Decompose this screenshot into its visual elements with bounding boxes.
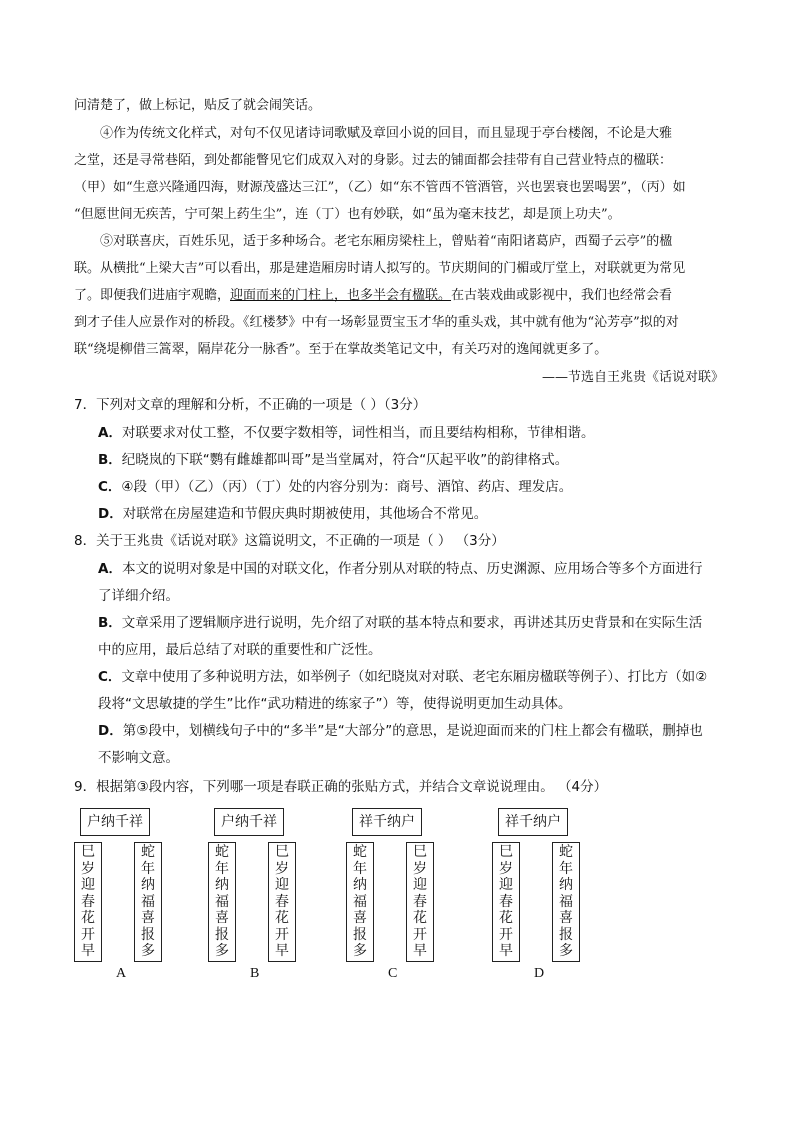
right-scroll: 蛇 年 纳 福 喜 报 多 — [134, 842, 162, 962]
horizontal-banner: 祥千纳户 — [352, 808, 422, 836]
question-8-options — [98, 556, 728, 772]
passage-text: 问清楚了，做上标记，贴反了就会闹笑话。 — [74, 98, 322, 113]
p5-text: 在古装戏曲或影视中，我们也经常会看 — [451, 288, 673, 303]
left-scroll: 蛇 年 纳 福 喜 报 多 — [346, 842, 374, 962]
underlined-sentence: 迎面而来的门柱上，也多半会有楹联。 — [230, 288, 452, 303]
couplet-choice-c — [346, 808, 478, 988]
question-9-stem: 9．根据第③段内容，下列哪一项是春联正确的张贴方式，并结合文章说说理由。 （4分） — [74, 779, 608, 795]
option-a: A．本文的说明对象是中国的对联文化，作者分别从对联的特点、历史渊源、应用场合等多个方面进行 — [98, 561, 703, 577]
paragraph-4 — [74, 120, 726, 228]
question-7-options — [98, 420, 728, 528]
passage-line-1 — [74, 92, 726, 119]
choice-label: A — [116, 966, 127, 981]
option-a-cont: 了详细介绍。 — [98, 588, 179, 604]
left-scroll: 巳 岁 迎 春 花 开 早 — [492, 842, 520, 962]
right-scroll: 巳 岁 迎 春 花 开 早 — [268, 842, 296, 962]
right-scroll: 巳 岁 迎 春 花 开 早 — [406, 842, 434, 962]
couplet-choice-d — [492, 808, 624, 988]
p5-line: 到才子佳人应景作对的桥段。《红楼梦》中有一场彰显贾宝玉才华的重头戏，其中就有他为“沁芳亭”拟的对 — [74, 315, 679, 330]
option-c-cont: 段将“文思敏捷的学生”比作“武功精进的练家子”）等，使得说明更加生动具体。 — [98, 696, 572, 712]
couplet-choice-a — [74, 808, 206, 988]
p4-line: “但愿世间无疾苦，宁可架上药生尘”，连（丁）也有妙联，如“虽为毫末技艺，却是顶上功夫”。 — [74, 207, 621, 222]
option-c: C．文章中使用了多种说明方法，如举例子（如纪晓岚对对联、老宅东厢房楹联等例子）、打比方（如② — [98, 669, 708, 685]
p4-line: ④作为传统文化样式，对句不仅见诸诗词歌赋及章回小说的回目，而且显现于亭台楼阁，不论是大雅 — [100, 126, 673, 141]
horizontal-banner: 户纳千祥 — [214, 808, 284, 836]
left-scroll: 巳 岁 迎 春 花 开 早 — [74, 842, 102, 962]
option-a: A．对联要求对仗工整，不仅要字数相等，词性相当，而且要结构相称，节律相谐。 — [98, 425, 595, 441]
p4-line: （甲）如“生意兴隆通四海，财源茂盛达三江”，（乙）如“东不管西不管酒管，兴也罢衰也罢喝罢”，（丙）如 — [74, 180, 686, 195]
paragraph-5 — [74, 228, 726, 363]
p5-line: 联。从横批“上梁大吉”可以看出，那是建造厢房时请人拟写的。节庆期间的门楣或厅堂上，对联就更为常见 — [74, 261, 686, 276]
horizontal-banner: 户纳千祥 — [80, 808, 150, 836]
p5-line: 联“绕堤柳借三篙翠，隔岸花分一脉香”。至于在掌故类笔记文中，有关巧对的逸闻就更多了。 — [74, 342, 608, 357]
option-c: C．④段（甲）（乙）（丙）（丁）处的内容分别为：商号、酒馆、药店、理发店。 — [98, 479, 573, 495]
option-d-cont: 不影响文意。 — [98, 750, 179, 766]
p4-line: 之堂，还是寻常巷陌，到处都能瞥见它们成双入对的身影。过去的铺面都会挂带有自己营业特点的楹联： — [74, 153, 673, 168]
p5-line — [74, 282, 726, 309]
option-b: B．纪晓岚的下联“鹦有雌雄都叫哥”是当堂属对，符合“仄起平收”的韵律格式。 — [98, 452, 569, 468]
question-7-stem: 7．下列对文章的理解和分析，不正确的一项是（ ）（3分） — [74, 397, 427, 413]
horizontal-banner: 祥千纳户 — [498, 808, 568, 836]
choice-label: B — [250, 966, 260, 981]
option-d: D．第⑤段中，划横线句子中的“多半”是“大部分”的意思，是说迎面而来的门柱上都会有楹联，删掉也 — [98, 723, 703, 739]
left-scroll: 蛇 年 纳 福 喜 报 多 — [208, 842, 236, 962]
couplet-choice-b — [208, 808, 340, 988]
option-d: D．对联常在房屋建造和节假庆典时期被使用，其他场合不常见。 — [98, 506, 488, 522]
choice-label: C — [388, 966, 398, 981]
option-b-cont: 中的应用，最后总结了对联的重要性和广泛性。 — [98, 642, 382, 658]
source-attribution: ——节选自王兆贵《话说对联》 — [541, 370, 724, 385]
right-scroll: 蛇 年 纳 福 喜 报 多 — [552, 842, 580, 962]
p5-text: 了。即便我们进庙宇观瞻， — [74, 288, 231, 303]
option-b: B．文章采用了逻辑顺序进行说明，先介绍了对联的基本特点和要求，再讲述其历史背景和在实际生活 — [98, 615, 703, 631]
p5-line: ⑤对联喜庆，百姓乐见，适于多种场合。老宅东厢房梁柱上，曾贴着“南阳诸葛庐，西蜀子云亭”的楹 — [100, 234, 673, 249]
choice-label: D — [534, 966, 545, 981]
question-8-stem: 8．关于王兆贵《话说对联》这篇说明文，不正确的一项是（ ） （3分） — [74, 533, 505, 549]
